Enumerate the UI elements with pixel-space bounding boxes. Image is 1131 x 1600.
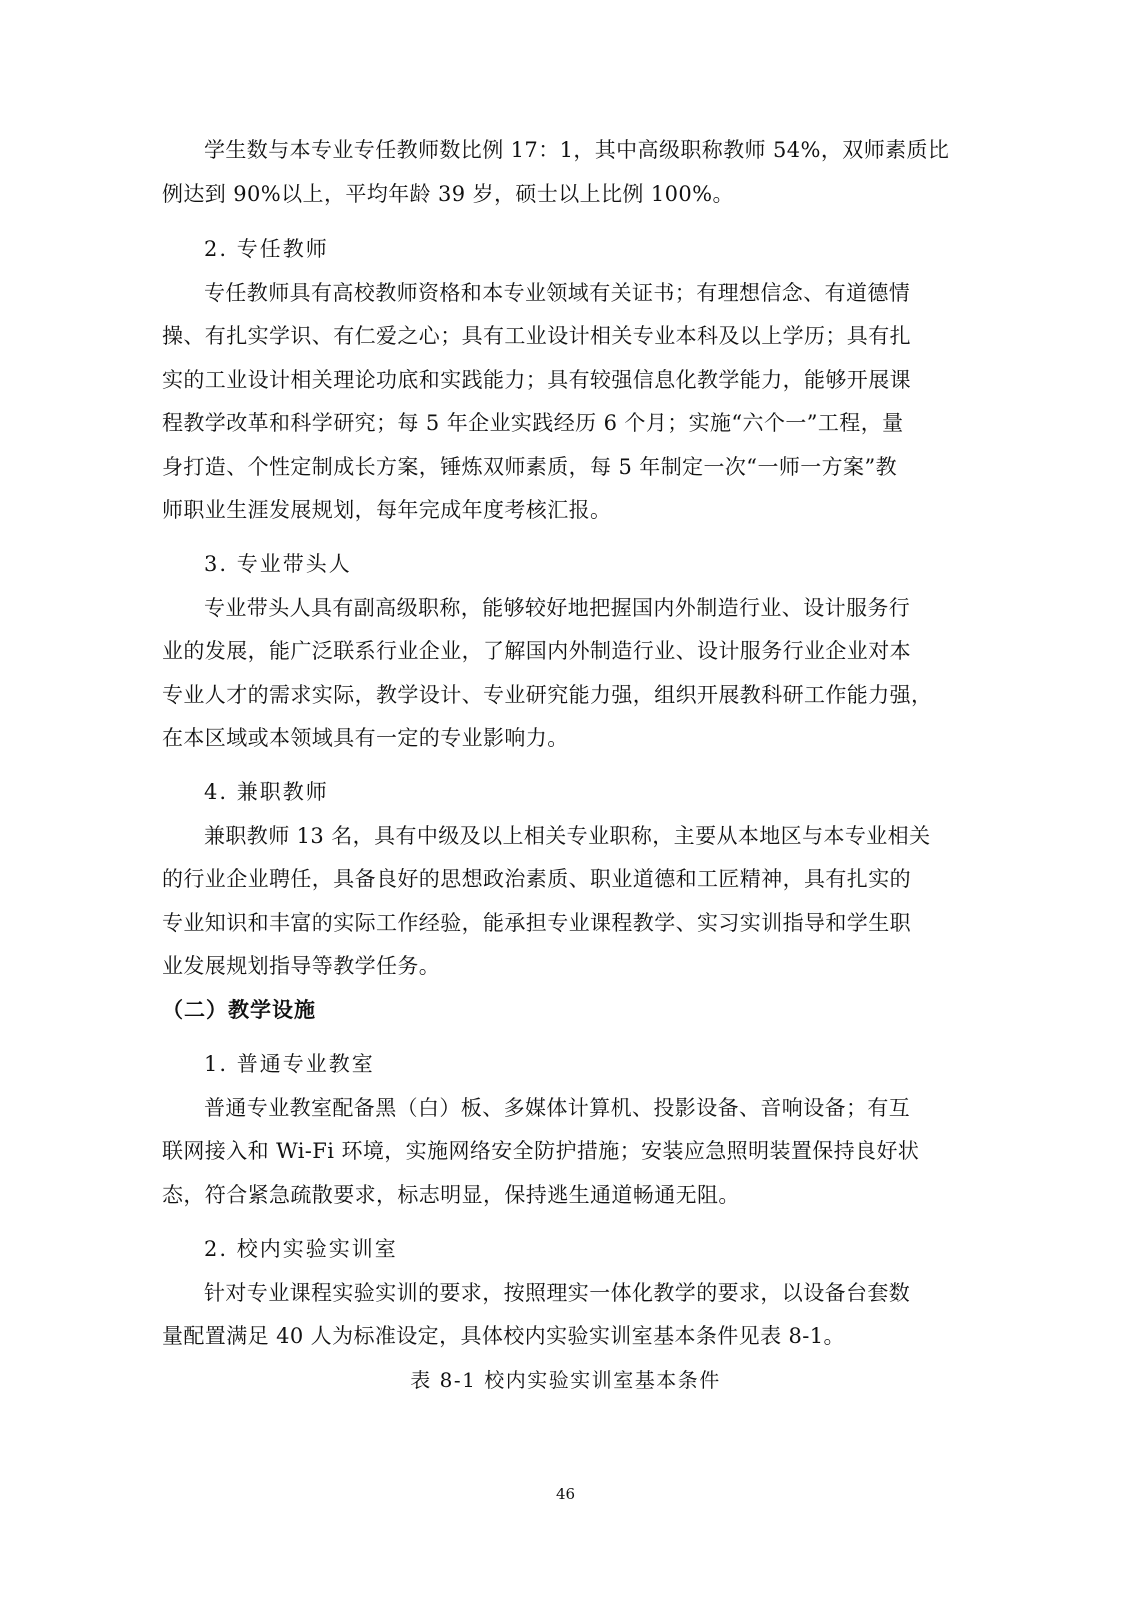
part-time-line-1: 兼职教师 13 名，具有中级及以上相关专业职称，主要从本地区与本专业相关: [204, 824, 931, 848]
leader-line-4: 在本区域或本领域具有一定的专业影响力。: [162, 726, 569, 750]
table-caption: 表 8-1 校内实验实训室基本条件: [410, 1368, 721, 1392]
lab-line-1: 针对专业课程实验实训的要求，按照理实一体化教学的要求，以设备台套数: [204, 1281, 911, 1305]
full-time-line-5: 身打造、个性定制成长方案，锤炼双师素质，每 5 年制定一次“一师一方案”教: [162, 455, 897, 479]
classroom-line-2: 联网接入和 Wi-Fi 环境，实施网络安全防护措施；安装应急照明装置保持良好状: [162, 1139, 920, 1163]
intro-line-2: 例达到 90%以上，平均年龄 39 岁，硕士以上比例 100%。: [162, 182, 734, 206]
part-time-line-3: 专业知识和丰富的实际工作经验，能承担专业课程教学、实习实训指导和学生职: [162, 911, 911, 935]
leader-line-3: 专业人才的需求实际，教学设计、专业研究能力强，组织开展教科研工作能力强，: [162, 683, 933, 707]
heading-full-time-teachers: 2. 专任教师: [204, 237, 329, 261]
part-time-line-4: 业发展规划指导等教学任务。: [162, 954, 441, 978]
section-title-teaching-facilities: （二）教学设施: [162, 997, 316, 1022]
full-time-line-4: 程教学改革和科学研究；每 5 年企业实践经历 6 个月；实施“六个一”工程，量: [162, 411, 904, 435]
classroom-line-3: 态，符合紧急疏散要求，标志明显，保持逃生通道畅通无阻。: [162, 1183, 740, 1207]
leader-line-1: 专业带头人具有副高级职称，能够较好地把握国内外制造行业、设计服务行: [204, 596, 911, 620]
full-time-line-3: 实的工业设计相关理论功底和实践能力；具有较强信息化教学能力，能够开展课: [162, 368, 911, 392]
leader-line-2: 业的发展，能广泛联系行业企业，了解国内外制造行业、设计服务行业企业对本: [162, 639, 911, 663]
page-number: 46: [555, 1485, 576, 1503]
classroom-line-1: 普通专业教室配备黑（白）板、多媒体计算机、投影设备、音响设备；有互: [204, 1096, 911, 1120]
part-time-line-2: 的行业企业聘任，具备良好的思想政治素质、职业道德和工匠精神，具有扎实的: [162, 867, 911, 891]
full-time-line-1: 专任教师具有高校教师资格和本专业领域有关证书；有理想信念、有道德情: [204, 281, 911, 305]
lab-line-2: 量配置满足 40 人为标准设定，具体校内实验实训室基本条件见表 8-1。: [162, 1324, 845, 1348]
full-time-line-2: 操、有扎实学识、有仁爱之心；具有工业设计相关专业本科及以上学历；具有扎: [162, 324, 911, 348]
heading-part-time-teachers: 4. 兼职教师: [204, 780, 329, 804]
full-time-line-6: 师职业生涯发展规划，每年完成年度考核汇报。: [162, 498, 612, 522]
heading-general-classroom: 1. 普通专业教室: [204, 1052, 375, 1076]
heading-discipline-leader: 3. 专业带头人: [204, 552, 352, 576]
intro-line-1: 学生数与本专业专任教师数比例 17：1，其中高级职称教师 54%，双师素质比: [204, 138, 950, 162]
heading-campus-lab: 2. 校内实验实训室: [204, 1237, 398, 1261]
